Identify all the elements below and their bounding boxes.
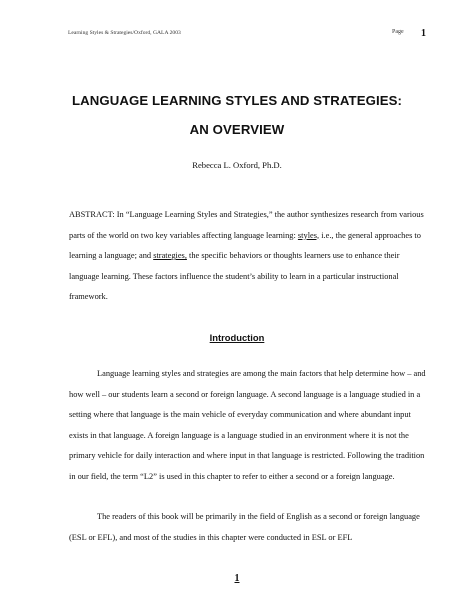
abstract-term-strategies: strategies, (153, 251, 187, 261)
author-name: Rebecca L. Oxford, Ph.D. (192, 160, 282, 170)
introduction-paragraph-1: Language learning styles and strategies are among the main factors that help determine how – and how well – our students learn a second or foreign language. A second language is a language studied in a setting where that language is the main vehicle of everyday communication and where abundant input exists in that language. A foreign language is a language studied in an environment where it is not the primary vehicle for daily interaction and where input in that language is restricted. Following the tradition in our field, the term “L2” is used in this chapter to refer to either a second or a foreign language. (69, 369, 426, 481)
abstract-text-part1: ABSTRACT: In “Language Learning Styles and Strategies,” the author synthesizes research from various parts of the world on two key variables affecting language learning: (69, 210, 424, 240)
abstract-text-part2: i.e., the general approaches to learning a language; and (69, 230, 421, 261)
header-page-number: 1 (421, 28, 426, 39)
abstract-paragraph (69, 205, 427, 308)
abstract-term-styles: styles, (297, 230, 320, 240)
introduction-paragraph-2: The readers of this book will be primarily in the field of English as a second or foreign language (ESL or EFL), and most of the studies in this chapter were conducted in ESL or EFL (69, 512, 420, 542)
header-page-label: Page (392, 29, 404, 35)
paper-title-line1: LANGUAGE LEARNING STYLES AND STRATEGIES: (71, 93, 403, 108)
running-header-title: Learning Styles & Strategies/Oxford, GALA 2003 (68, 30, 181, 36)
footer-page-number: 1 (234, 573, 240, 584)
abstract-text-part3: the specific behaviors or thoughts learners use to enhance their language learning. These factors influence the student’s ability to learn in a particular instructional framework. (69, 251, 400, 302)
paper-title-line2: AN OVERVIEW (189, 122, 285, 137)
section-heading-introduction: Introduction (209, 332, 265, 343)
